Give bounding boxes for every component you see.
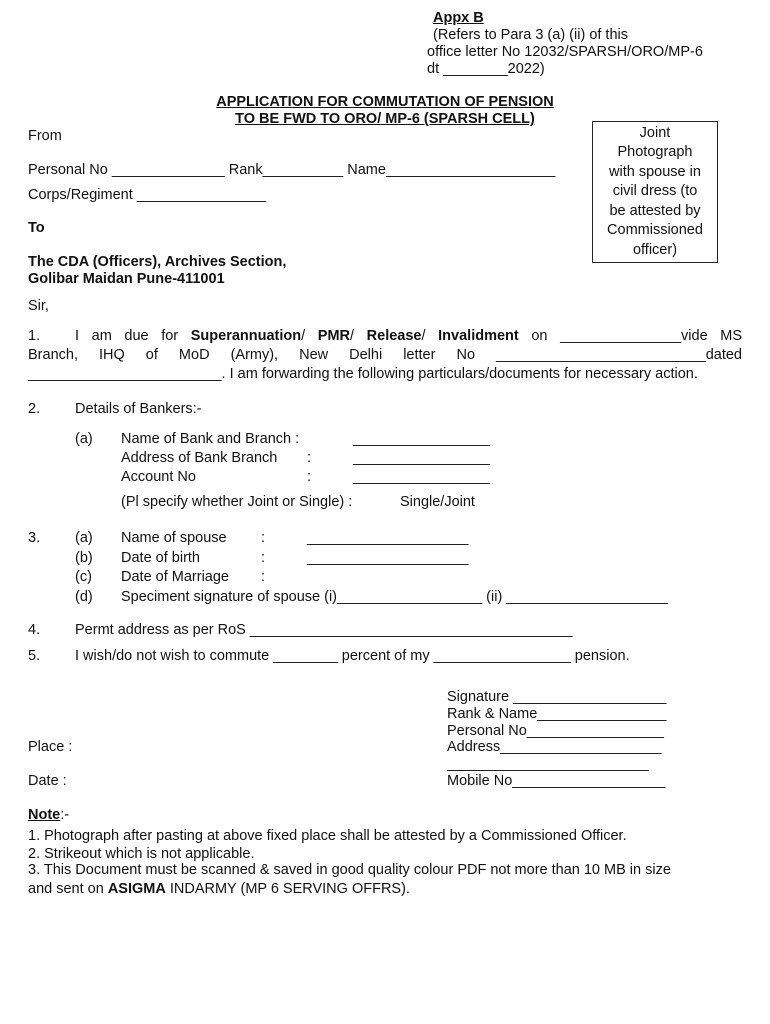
- para-1-line-3[interactable]: ________________________. I am forwarding the following particulars/documents for necessary action.: [28, 366, 698, 382]
- date-label: Date :: [28, 773, 67, 789]
- para-3-number: 3.: [28, 530, 41, 546]
- bankers-heading: Details of Bankers:-: [75, 401, 202, 417]
- spouse-name-blank[interactable]: ____________________: [307, 530, 469, 546]
- bank-address-colon: :: [307, 450, 312, 466]
- personal-rank-name-line[interactable]: Personal No ______________ Rank__________ Name_____________________: [28, 162, 556, 178]
- place-label: Place :: [28, 739, 73, 755]
- note-label: Note: [28, 807, 61, 823]
- para-1-number: 1.: [28, 328, 41, 344]
- address-line-2[interactable]: _________________________: [447, 756, 649, 772]
- marriage-date-colon: :: [261, 569, 266, 585]
- form-heading-line-2: TO BE FWD TO ORO/ MP-6 (SPARSH CELL): [235, 111, 535, 127]
- note-item-3-post: INDARMY (MP 6 SERVING OFFRS).: [165, 881, 410, 897]
- photo-box-line: be attested by: [609, 202, 701, 219]
- rank-name-line[interactable]: Rank & Name________________: [447, 706, 667, 722]
- signature-line[interactable]: Signature ___________________: [447, 689, 667, 705]
- para-5-number: 5.: [28, 648, 41, 664]
- para-3-sub-d: (d): [75, 589, 93, 605]
- para-3-sub-c: (c): [75, 569, 92, 585]
- bank-address-blank[interactable]: _________________: [353, 450, 491, 466]
- superannuation-option: Superannuation: [190, 328, 302, 344]
- form-heading-line-1: APPLICATION FOR COMMUTATION OF PENSION: [216, 94, 554, 110]
- from-label: From: [28, 128, 62, 144]
- asigma-label: ASIGMA: [107, 881, 166, 897]
- note-suffix: :-: [60, 807, 70, 823]
- note-item-3-cont: [28, 881, 410, 898]
- appendix-title: Appx B: [433, 10, 484, 26]
- mobile-no-line[interactable]: Mobile No___________________: [447, 773, 666, 789]
- to-address-line-2: Golibar Maidan Pune-411001: [28, 271, 225, 287]
- invalidment-option: Invalidment: [438, 328, 519, 344]
- para-1-line-2[interactable]: Branch, IHQ of MoD (Army), New Delhi letter No __________________________dated: [28, 347, 742, 363]
- permanent-address-line[interactable]: Permt address as per RoS ________________________________________: [75, 622, 573, 638]
- para-1-sep: /: [421, 328, 439, 344]
- para-1-line-1: [75, 328, 742, 345]
- account-no-blank[interactable]: _________________: [353, 469, 491, 485]
- photo-box-line: officer): [632, 241, 678, 258]
- para-1-sep: /: [350, 328, 367, 344]
- bank-name-blank[interactable]: _________________: [353, 431, 491, 447]
- appendix-ref-line-2: office letter No 12032/SPARSH/ORO/MP-6: [427, 44, 703, 60]
- joint-single-label: (Pl specify whether Joint or Single) :: [121, 494, 353, 510]
- dob-blank[interactable]: ____________________: [307, 550, 469, 566]
- personal-no-line[interactable]: Personal No_________________: [447, 723, 664, 739]
- corps-regiment-line[interactable]: Corps/Regiment ________________: [28, 187, 266, 203]
- to-label: To: [28, 220, 45, 236]
- photo-box-line: civil dress (to: [612, 183, 698, 200]
- para-3-sub-b: (b): [75, 550, 93, 566]
- photograph-box: [592, 121, 718, 263]
- marriage-date-label: Date of Marriage: [121, 569, 229, 585]
- para-2-number: 2.: [28, 401, 41, 417]
- photo-box-line: Photograph: [617, 144, 693, 161]
- commute-line[interactable]: I wish/do not wish to commute ________ percent of my _________________ pension.: [75, 648, 630, 664]
- release-option: Release: [366, 328, 422, 344]
- photo-box-line: with spouse in: [609, 163, 701, 180]
- spouse-name-label: Name of spouse: [121, 530, 227, 546]
- para-2-sub-a: (a): [75, 431, 93, 447]
- to-address-line-1: The CDA (Officers), Archives Section,: [28, 254, 287, 270]
- para-1-text: I am due for: [75, 328, 191, 344]
- account-no-colon: :: [307, 469, 312, 485]
- para-3-sub-a: (a): [75, 530, 93, 546]
- spouse-name-colon: :: [261, 530, 266, 546]
- photo-box-line: Joint: [639, 124, 671, 141]
- appendix-ref-line-1: (Refers to Para 3 (a) (ii) of this: [433, 27, 628, 43]
- dob-colon: :: [261, 550, 266, 566]
- note-item-1: 1. Photograph after pasting at above fixed place shall be attested by a Commissioned Officer.: [28, 828, 627, 844]
- spouse-signature-line[interactable]: Speciment signature of spouse (i)__________________ (ii) ____________________: [121, 589, 668, 605]
- joint-single-value[interactable]: Single/Joint: [400, 494, 475, 510]
- note-heading: [28, 807, 69, 824]
- photo-box-line: Commissioned: [607, 222, 703, 239]
- dob-label: Date of birth: [121, 550, 200, 566]
- para-4-number: 4.: [28, 622, 41, 638]
- note-item-3-pre: and sent on: [28, 881, 108, 897]
- appendix-ref-line-3: dt ________2022): [427, 61, 545, 77]
- address-line[interactable]: Address____________________: [447, 739, 662, 755]
- note-item-3: 3. This Document must be scanned & saved in good quality colour PDF not more than 10 MB in size: [28, 862, 671, 878]
- para-1-sep: /: [301, 328, 318, 344]
- bank-name-label: Name of Bank and Branch :: [121, 431, 300, 447]
- pmr-option: PMR: [317, 328, 351, 344]
- bank-address-label: Address of Bank Branch: [121, 450, 278, 466]
- para-1-date-blank[interactable]: on _______________vide MS: [518, 328, 743, 344]
- salutation: Sir,: [28, 298, 49, 314]
- account-no-label: Account No: [121, 469, 196, 485]
- note-item-2: 2. Strikeout which is not applicable.: [28, 846, 255, 862]
